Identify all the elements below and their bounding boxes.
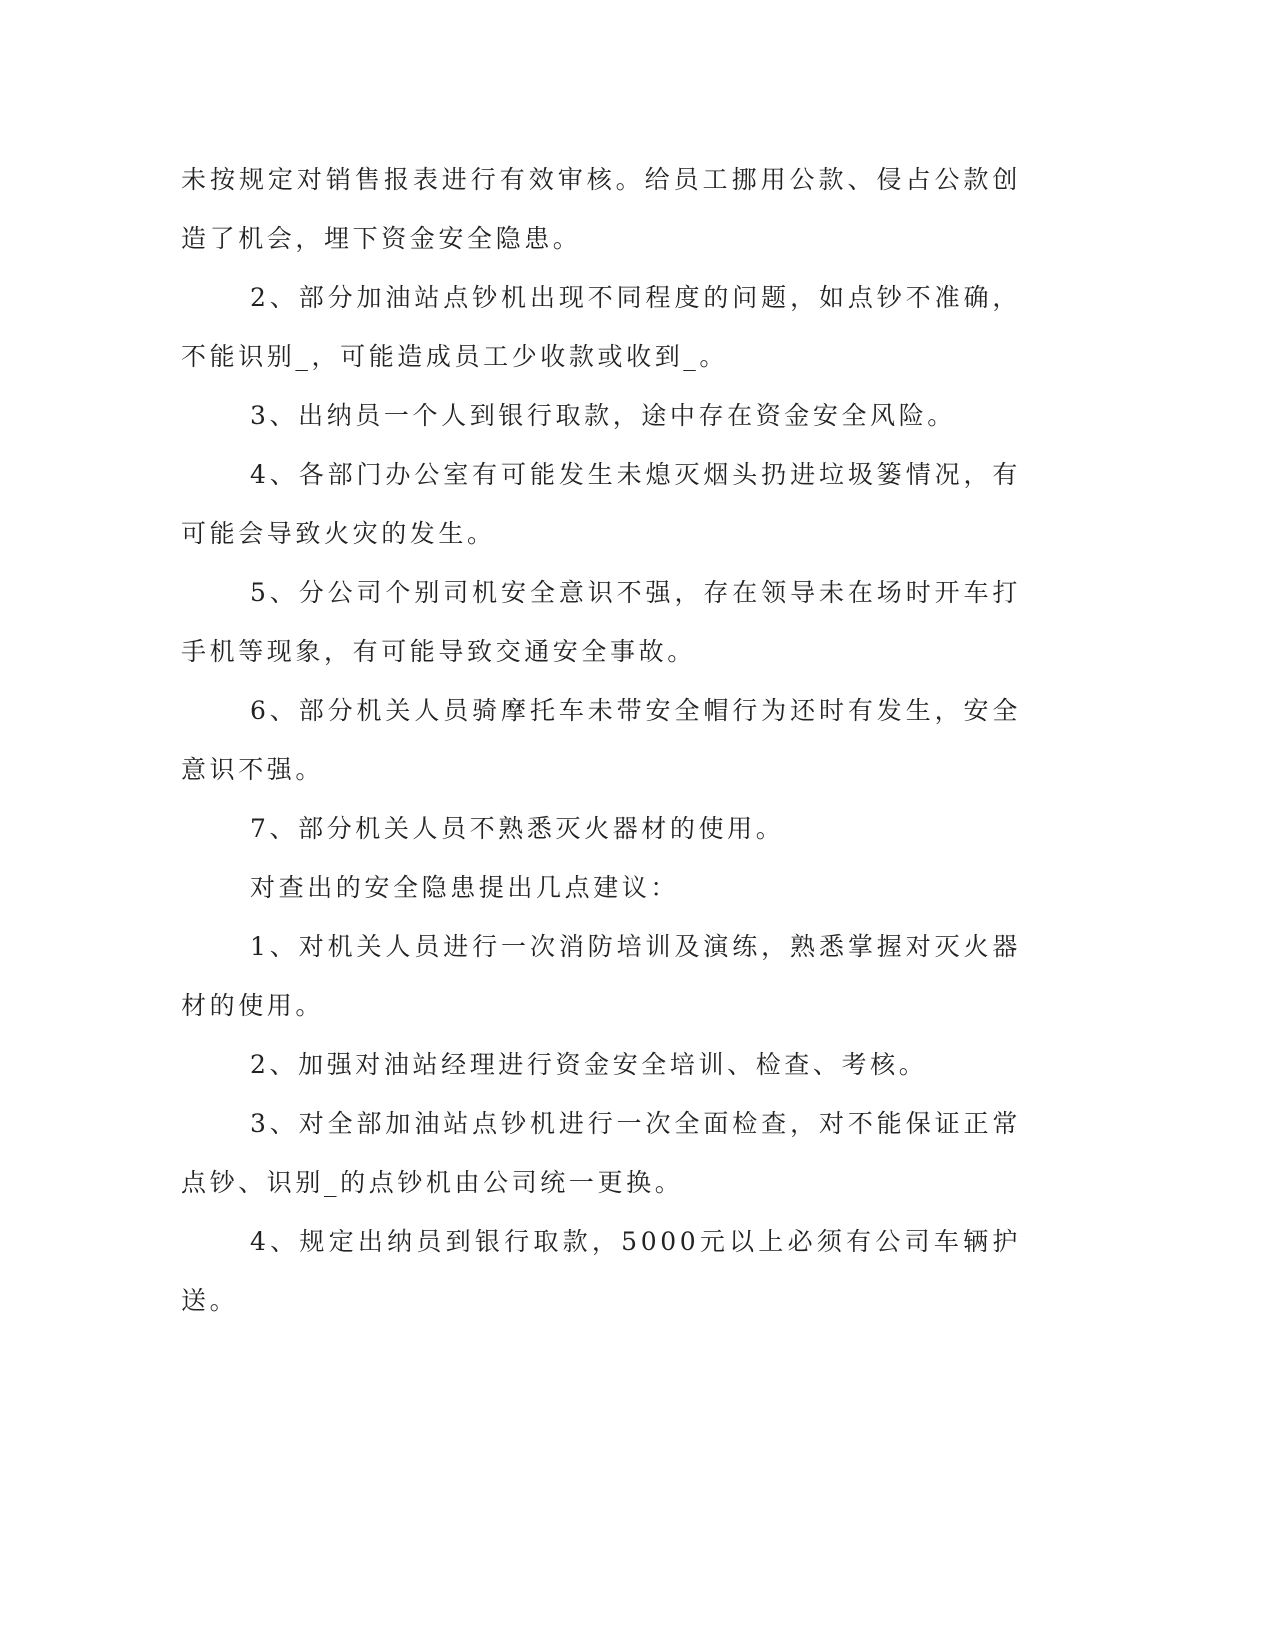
paragraph-issue-2: 2、部分加油站点钞机出现不同程度的问题，如点钞不准确，不能识别_，可能造成员工少收款或收到_。 xyxy=(181,283,1021,371)
paragraph-suggestions-heading: 对查出的安全隐患提出几点建议： xyxy=(250,873,680,902)
document-body xyxy=(181,150,1021,1330)
paragraph-issue-6: 6、部分机关人员骑摩托车未带安全帽行为还时有发生，安全意识不强。 xyxy=(181,696,1021,784)
paragraph-issue-4: 4、各部门办公室有可能发生未熄灭烟头扔进垃圾篓情况，有可能会导致火灾的发生。 xyxy=(181,460,1021,548)
paragraph-issue-7: 7、部分机关人员不熟悉灭火器材的使用。 xyxy=(250,814,785,843)
paragraph-suggestion-4: 4、规定出纳员到银行取款，5000元以上必须有公司车辆护送。 xyxy=(181,1227,1021,1315)
paragraph-continuation: 未按规定对销售报表进行有效审核。给员工挪用公款、侵占公款创造了机会，埋下资金安全隐患。 xyxy=(181,165,1021,253)
paragraph-suggestion-2: 2、加强对油站经理进行资金安全培训、检查、考核。 xyxy=(250,1050,928,1079)
paragraph-issue-5: 5、分公司个别司机安全意识不强，存在领导未在场时开车打手机等现象，有可能导致交通安全事故。 xyxy=(181,578,1021,666)
paragraph-suggestion-3: 3、对全部加油站点钞机进行一次全面检查，对不能保证正常点钞、识别_的点钞机由公司统一更换。 xyxy=(181,1109,1021,1197)
paragraph-issue-3: 3、出纳员一个人到银行取款，途中存在资金安全风险。 xyxy=(250,401,956,430)
paragraph-suggestion-1: 1、对机关人员进行一次消防培训及演练，熟悉掌握对灭火器材的使用。 xyxy=(181,932,1021,1020)
